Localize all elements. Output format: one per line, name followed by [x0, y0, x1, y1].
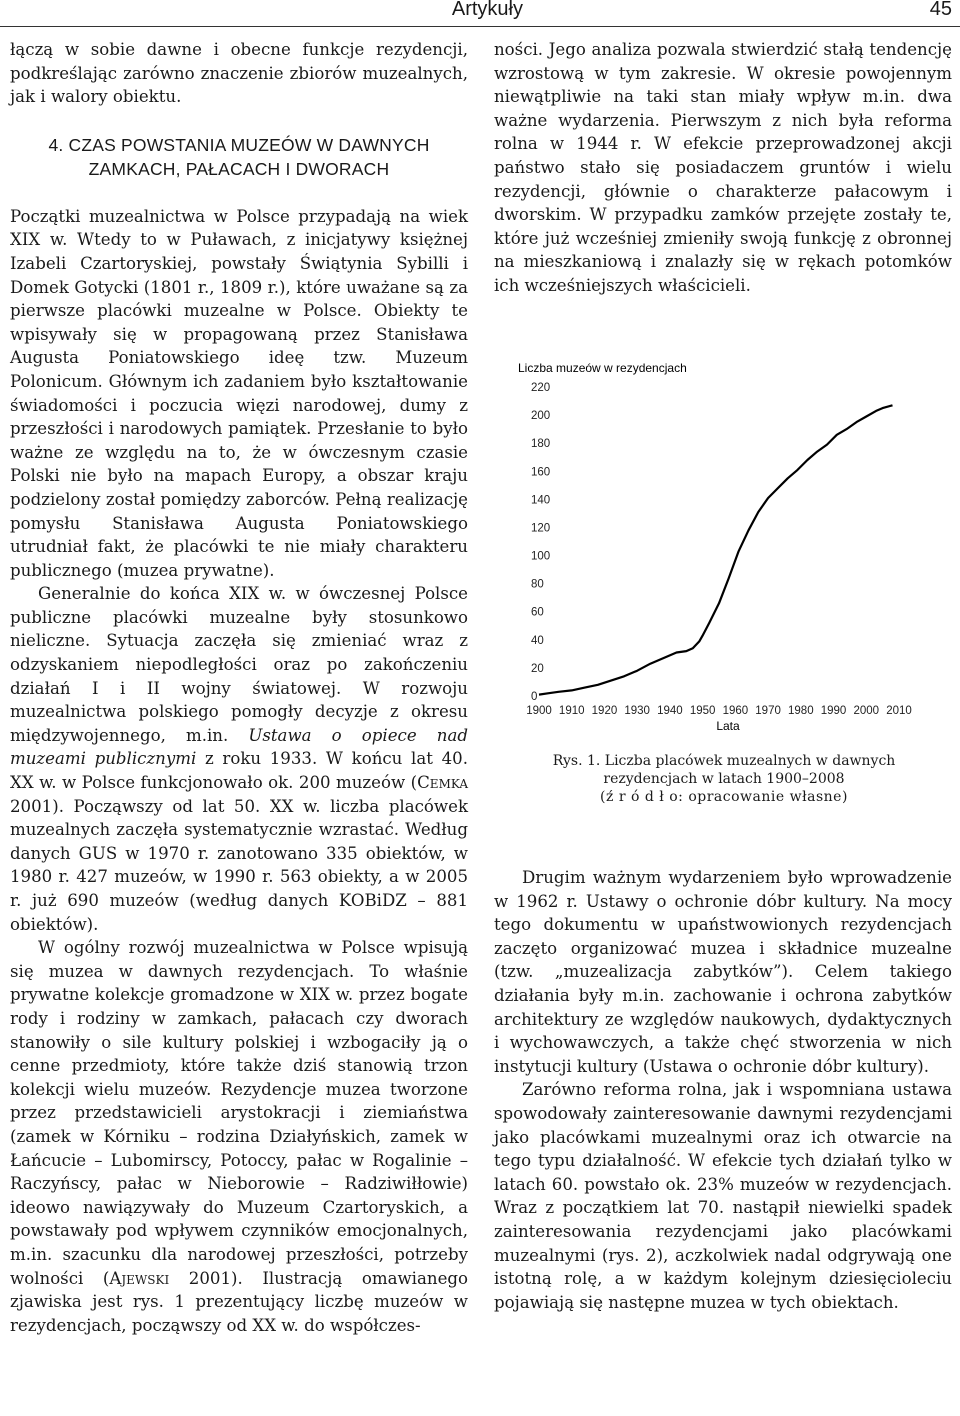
y-tick-label: 120: [531, 522, 551, 535]
x-tick-label: 1990: [820, 705, 847, 717]
section-heading: 4. CZAS POWSTANIA MUZEÓW W DAWNYCH ZAMKACH, PAŁACACH I DWORACH: [48, 134, 430, 179]
x-tick-label: 1910: [558, 705, 585, 717]
right-column-lower: [494, 866, 952, 1314]
x-axis-label: Lata: [716, 719, 740, 733]
y-tick-label: 20: [531, 662, 544, 675]
y-tick-label: 100: [531, 550, 551, 563]
citation-author: Cemka: [417, 773, 468, 793]
x-tick-label: 2000: [853, 705, 880, 717]
x-tick-label: 1950: [689, 705, 716, 717]
x-tick-label: 1970: [755, 705, 781, 717]
running-header: [0, 0, 960, 27]
figure-1: [494, 356, 954, 756]
y-tick-label: 60: [531, 606, 544, 619]
y-tick-label: 0: [531, 691, 538, 703]
paragraph: łączą w sobie dawne i obecne funkcje rezydencji, podkreślając zarówno znaczenie zbiorów muzealnych, jak i walory obiektu.: [10, 40, 468, 107]
x-tick-label: 1930: [624, 705, 650, 717]
text-run: 2001). Począwszy od lat 50. XX w. liczba placówek muzealnych zaczęła systematycznie wzrastać. Według danych GUS w 1970 r. zanotowano 335 obiektów, w 1980 r. 427 muzeów, w 1990 r. 563 obiekty, a w 2005 r. już 690 muzeów (według danych KOBiDZ – 881 obiektów).: [10, 796, 468, 934]
x-tick-label: 1980: [788, 705, 814, 717]
chart-title: Liczba muzeów w rezydencjach: [518, 361, 687, 375]
series-line: [539, 405, 893, 694]
text-run: 2001). Ilustracją omawianego zjawiska jest rys. 1 prezentujący liczbę muzeów w rezydencjach, począwszy od XX w. do współczes-: [10, 1268, 468, 1335]
caption-line: rezydencjach w latach 1900–2008: [603, 771, 845, 787]
x-tick-label: 2010: [886, 705, 912, 717]
section-title: Artykuły: [451, 0, 523, 20]
x-tick-label: 1920: [591, 705, 618, 717]
paragraph: [10, 582, 468, 936]
caption-source: (ź r ó d ł o: opracowanie własne): [600, 789, 848, 805]
paragraph: Początki muzealnictwa w Polsce przypadają na wiek XIX w. Wtedy to w Puławach, z inicjatywy księżnej Izabeli Czartoryskiej, powstały Świątynia Sybilli i Domek Gotycki (1801 r., 1809 r.), które uważane są za pierwsze placówki muzealne w Polsce. Obiekty te wpisywały się w propagowaną przez Stanisława Augusta Poniatowskiego ideę tzw. Muzeum Polonicum. Głównym ich zadaniem było kształtowanie świadomości i poczucia więzi narodowej, dumy z przeszłości i narodowych pamiątek. Przesłanie to było ważne ze względu na to, że w ówczesnym czasie Polski nie było na mapach Europy, a obszar kraju podzielony został pomiędzy zaborców. Pełną realizację pomysłu Stanisława Augusta Poniatowskiego utrudniał fakt, że placówki te nie miały charakteru publicznego (muzea prywatne).: [10, 206, 468, 580]
y-tick-label: 160: [531, 466, 551, 479]
x-tick-label: 1900: [526, 705, 552, 717]
citation-author: Ajewski: [109, 1268, 170, 1288]
paragraph: ności. Jego analiza pozwala stwierdzić stałą tendencję wzrostową w tym zakresie. W okresie powojennym niewątpliwie na taki stan miały wpływ m.in. dwa ważne wydarzenia. Pierwszym z nich była reforma rolna w 1944 r. W efekcie przeprowadzonej akcji państwo stało się posiadaczem gruntów i wielu rezydencji, głównie o charakterze pałacowym i dworskim. W przypadku zamków przejęte zostały te, które już wcześniej zmieniły swoją funkcję z obronnej na mieszkaniową i znalazły się w rękach potomków ich wcześniejszych właścicieli.: [494, 40, 952, 295]
line-chart: [494, 356, 954, 746]
right-column: [494, 38, 952, 298]
paragraph: [10, 936, 468, 1337]
x-tick-label: 1940: [657, 705, 683, 717]
law-title: Ustawa o opiece nad muzeami publicznymi: [10, 725, 468, 769]
text-run: W ogólny rozwój muzealnictwa w Polsce wpisują się muzea w dawnych rezydencjach. To właśnie prywatne kolekcje gromadzone w XIX w. przez bogate rody i rodziny w zamkach, pałacach czy dworach stanowiły o sile kultury polskiej i wzbogaciły ją o cenne przedmioty, które także dziś stanowią trzon kolekcji wielu muzeów. Rezydencje muzea tworzone przez przedstawicieli arystokracji i ziemiaństwa (zamek w Kórniku – rodzina Działyńskich, zamek w Łańcucie – Lubomirscy, Potoccy, pałac w Rogalinie – Raczyńscy, pałac w Nieborowie – Radziwiłłowie) ideowo nawiązywały do Muzeum Czartoryskich, a powstawały pod wpływem czynników emocjonalnych, m.in. szacunku dla narodowej przeszłości, potrzeby wolności (: [10, 938, 468, 1288]
y-tick-label: 220: [531, 382, 551, 394]
left-column: [10, 38, 468, 1337]
paragraph: Drugim ważnym wydarzeniem było wprowadzenie w 1962 r. Ustawy o ochronie dóbr kultury. Na mocy tego dokumentu w upaństwowionych rezydencjach zaczęto organizować muzea i składnice muzealne (tzw. „muzealizacja zabytków”). Celem takiego działania były m.in. zachowanie i ochrona zabytków architektury ze względów naukowych, dydaktycznych i wychowawczych, a także chęć stworzenia w nich instytucji kultury (Ustawa o ochronie dóbr kultury).: [494, 868, 952, 1076]
page-number: 45: [929, 0, 952, 20]
caption-line: Rys. 1. Liczba placówek muzealnych w dawnych: [552, 753, 896, 769]
y-tick-label: 140: [531, 494, 551, 507]
paragraph: Zarówno reforma rolna, jak i wspomniana ustawa spowodowały zainteresowanie dawnymi rezydencjami jako placówkami muzealnymi oraz ich otwarcie na tego typu działalność. W efekcie tych działań tylko w latach 60. powstało ok. 23% muzeów w rezydencjach. Wraz z początkiem lat 70. nastąpił niewielki spadek zainteresowania rezydencjami jako placówkami muzealnymi (rys. 2), aczkolwiek nadal odgrywają one istotną rolę, a w każdym kolejnym dziesięcioleciu pojawiają się następne muzea w tych obiektach.: [494, 1080, 952, 1312]
figure-caption: [494, 752, 954, 806]
y-tick-label: 80: [531, 578, 544, 591]
y-tick-label: 40: [531, 634, 544, 647]
y-tick-label: 200: [531, 410, 551, 423]
text-run: Generalnie do końca XIX w. w ówczesnej Polsce publiczne placówki muzealne były stosunkowo nieliczne. Sytuacja zaczęła się zmieniać wraz z odzyskaniem niepodległości oraz po zakończeniu działań I i II wojny światowej. W rozwoju muzealnictwa polskiego pomogły decyzje z okresu międzywojennego, m.in.: [10, 584, 468, 745]
text-run: z roku 1933. W końcu lat 40. XX w. w Polsce funkcjonowało ok. 200 muzeów (: [10, 749, 468, 793]
y-tick-label: 180: [531, 438, 551, 451]
x-tick-label: 1960: [722, 705, 749, 717]
